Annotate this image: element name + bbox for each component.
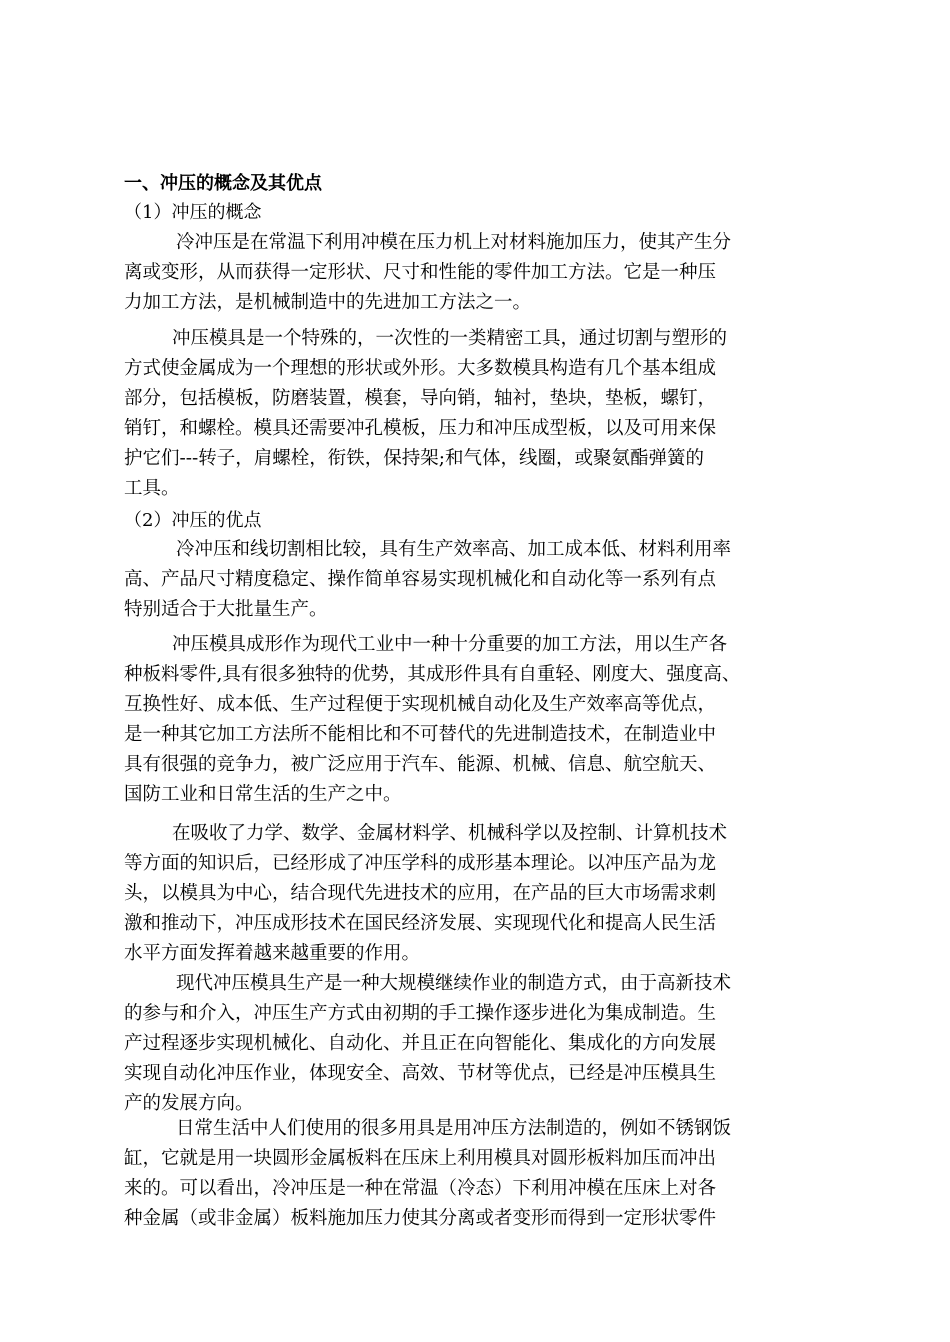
paragraph-line: 来的。可以看出，冷冲压是一种在常温（冷态）下利用冲模在压床上对各 — [124, 1178, 717, 1199]
paragraph-line: 方式使金属成为一个理想的形状或外形。大多数模具构造有几个基本组成 — [124, 358, 717, 379]
paragraph-forming — [124, 630, 864, 810]
paragraph-line: 等方面的知识后，已经形成了冲压学科的成形基本理论。以冲压产品为龙 — [124, 853, 717, 874]
paragraph-line: 离或变形，从而获得一定形状、尺寸和性能的零件加工方法。它是一种压 — [124, 262, 717, 283]
paragraph-die-description — [124, 324, 864, 504]
paragraph-line: 缸，它就是用一块圆形金属板料在压床上利用模具对圆形板料加压而冲出 — [124, 1148, 717, 1169]
paragraph-line: 种板料零件,具有很多独特的优势，其成形件具有自重轻、刚度大、强度高、 — [124, 664, 741, 685]
paragraph-line: 部分，包括模板，防磨装置，模套，导向销，轴衬，垫块，垫板，螺钉， — [124, 388, 717, 409]
paragraph-line: 具有很强的竞争力，被广泛应用于汽车、能源、机械、信息、航空航天、 — [124, 754, 717, 775]
paragraph-line: 水平方面发挥着越来越重要的作用。 — [124, 943, 421, 964]
paragraph-line: 特别适合于大批量生产。 — [124, 599, 328, 620]
paragraph-line: 国防工业和日常生活的生产之中。 — [124, 784, 402, 805]
paragraph-line: 高、产品尺寸精度稳定、操作简单容易实现机械化和自动化等一系列有点 — [124, 569, 717, 590]
paragraph-line: 实现自动化冲压作业，体现安全、高效、节材等优点，已经是冲压模具生 — [124, 1063, 717, 1084]
paragraph-concept — [124, 228, 864, 318]
paragraph-theory — [124, 819, 864, 969]
paragraph-modern-production — [124, 969, 864, 1119]
paragraph-line: 种金属（或非金属）板料施加压力使其分离或者变形而得到一定形状零件 — [124, 1208, 717, 1229]
section-heading: 一、冲压的概念及其优点 — [124, 173, 322, 194]
subsection-title-concept: （1）冲压的概念 — [124, 202, 262, 223]
paragraph-line: 产过程逐步实现机械化、自动化、并且正在向智能化、集成化的方向发展 — [124, 1033, 717, 1054]
paragraph-line: 冷冲压是在常温下利用冲模在压力机上对材料施加压力，使其产生分 — [176, 232, 732, 253]
paragraph-line: 冷冲压和线切割相比较，具有生产效率高、加工成本低、材料利用率 — [176, 539, 732, 560]
paragraph-line: 头，以模具为中心，结合现代先进技术的应用，在产品的巨大市场需求刺 — [124, 883, 717, 904]
paragraph-line: 力加工方法，是机械制造中的先进加工方法之一。 — [124, 292, 532, 313]
paragraph-line: 冲压模具是一个特殊的，一次性的一类精密工具，通过切割与塑形的 — [172, 328, 728, 349]
paragraph-line: 工具。 — [124, 478, 180, 499]
paragraph-line: 在吸收了力学、数学、金属材料学、机械科学以及控制、计算机技术 — [172, 823, 728, 844]
paragraph-line: 销钉，和螺栓。模具还需要冲孔模板，压力和冲压成型板，以及可用来保 — [124, 418, 717, 439]
paragraph-line: 现代冲压模具生产是一种大规模继续作业的制造方式，由于高新技术 — [176, 973, 732, 994]
paragraph-line: 产的发展方向。 — [124, 1093, 254, 1114]
paragraph-daily-life — [124, 1114, 864, 1234]
paragraph-line: 日常生活中人们使用的很多用具是用冲压方法制造的，例如不锈钢饭 — [176, 1118, 732, 1139]
paragraph-line: 冲压模具成形作为现代工业中一种十分重要的加工方法，用以生产各 — [172, 634, 728, 655]
subsection-title-advantages: （2）冲压的优点 — [124, 510, 262, 531]
paragraph-line: 护它们---转子，肩螺栓，衔铁，保持架;和气体，线圈，或聚氨酯弹簧的 — [124, 448, 704, 469]
paragraph-line: 是一种其它加工方法所不能相比和不可替代的先进制造技术，在制造业中 — [124, 724, 717, 745]
paragraph-advantages — [124, 535, 864, 625]
paragraph-line: 互换性好、成本低、生产过程便于实现机械自动化及生产效率高等优点， — [124, 694, 717, 715]
paragraph-line: 的参与和介入，冲压生产方式由初期的手工操作逐步进化为集成制造。生 — [124, 1003, 717, 1024]
paragraph-line: 激和推动下，冲压成形技术在国民经济发展、实现现代化和提高人民生活 — [124, 913, 717, 934]
